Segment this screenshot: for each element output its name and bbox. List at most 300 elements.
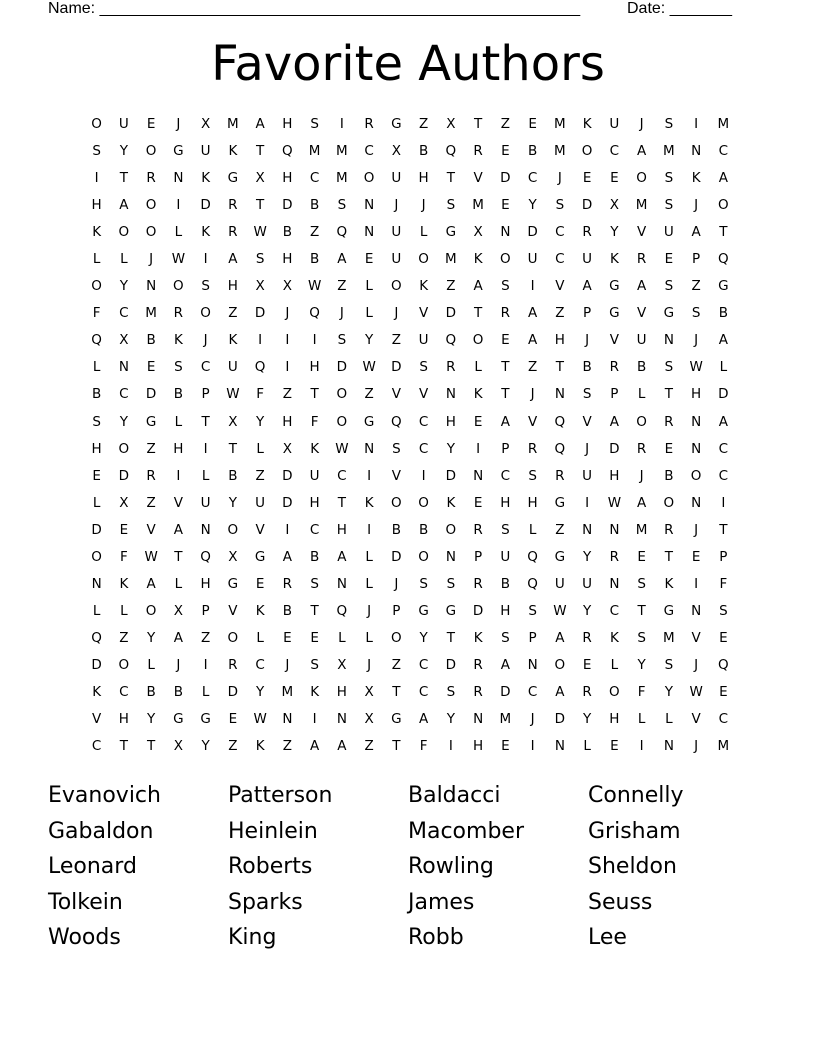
grid-letter: T [201, 413, 210, 430]
grid-letter: T [228, 440, 237, 457]
grid-letter: X [609, 197, 619, 214]
grid-letter: G [227, 170, 239, 187]
grid-letter: S [664, 197, 674, 214]
grid-letter: M [635, 521, 648, 538]
grid-letter: T [664, 386, 673, 403]
grid-letter: J [394, 197, 399, 214]
grid-letter: K [92, 683, 102, 700]
grid-letter: W [171, 251, 186, 268]
grid-letter: U [527, 251, 538, 268]
grid-letter: D [254, 305, 266, 322]
grid-letter: O [418, 251, 429, 268]
grid-row [83, 219, 737, 246]
grid-letter: L [365, 575, 373, 592]
name-field-label: Name: ______________________________________________________ [48, 0, 581, 17]
grid-letter: Q [445, 332, 457, 349]
grid-letter: U [636, 332, 647, 349]
grid-letter: Q [554, 413, 566, 430]
grid-letter: L [338, 629, 346, 646]
grid-letter: G [145, 413, 157, 430]
grid-letter: V [609, 332, 619, 349]
grid-letter: H [282, 170, 293, 187]
grid-row [83, 625, 737, 652]
word-list-item: King [228, 925, 277, 951]
grid-letter: V [146, 521, 156, 538]
grid-letter: S [664, 278, 674, 295]
grid-letter: L [719, 359, 728, 376]
grid-letter: H [282, 116, 293, 132]
grid-letter: I [367, 467, 372, 484]
word-list-item: Tolkein [48, 889, 123, 915]
grid-letter: V [255, 521, 265, 538]
grid-letter: B [282, 602, 292, 619]
grid-letter: L [474, 359, 482, 376]
grid-letter: N [663, 332, 674, 349]
grid-letter: C [91, 738, 102, 755]
grid-letter: C [718, 467, 729, 484]
grid-letter: Q [391, 413, 402, 430]
grid-letter: M [472, 197, 484, 214]
grid-letter: X [282, 440, 292, 457]
grid-letter: J [421, 197, 426, 214]
grid-letter: C [555, 251, 565, 268]
grid-letter: C [364, 143, 374, 160]
grid-letter: I [203, 656, 208, 673]
grid-letter: P [201, 602, 210, 619]
grid-letter: S [337, 197, 347, 214]
word-list-item: Connelly [588, 783, 684, 808]
grid-letter: Y [637, 656, 646, 673]
grid-letter: M [336, 170, 348, 187]
grid-letter: S [92, 413, 101, 430]
grid-letter: Z [228, 738, 238, 755]
grid-letter: I [721, 494, 726, 511]
grid-letter: U [500, 548, 511, 565]
grid-letter: H [336, 521, 347, 538]
word-search-grid [83, 111, 737, 760]
grid-letter: R [582, 224, 592, 241]
grid-letter: X [228, 413, 238, 430]
grid-letter: Z [528, 359, 538, 376]
grid-letter: C [555, 224, 565, 241]
grid-letter: W [226, 386, 240, 403]
grid-letter: C [500, 467, 511, 484]
grid-letter: C [255, 656, 265, 673]
grid-letter: C [718, 143, 729, 160]
grid-letter: Y [228, 494, 237, 511]
grid-letter: I [476, 440, 481, 457]
grid-letter: B [391, 521, 401, 538]
grid-letter: K [419, 278, 429, 295]
grid-letter: K [119, 575, 129, 592]
grid-letter: G [445, 602, 457, 619]
grid-letter: Q [91, 629, 102, 646]
grid-letter: L [583, 738, 591, 755]
grid-letter: A [637, 143, 647, 160]
grid-letter: U [663, 224, 674, 241]
grid-letter: Q [336, 602, 348, 619]
grid-letter: N [691, 143, 702, 160]
grid-letter: E [637, 548, 646, 565]
grid-letter: Q [718, 656, 729, 673]
grid-letter: A [473, 278, 483, 295]
word-list-item: Heinlein [228, 818, 318, 844]
grid-letter: D [718, 386, 729, 403]
grid-letter: C [609, 602, 620, 619]
grid-letter: S [310, 575, 319, 592]
grid-letter: N [364, 197, 375, 214]
grid-letter: S [691, 305, 701, 322]
grid-letter: G [445, 224, 457, 241]
grid-letter: A [173, 521, 183, 538]
grid-letter: U [309, 467, 320, 484]
grid-letter: V [528, 413, 538, 430]
grid-letter: S [419, 575, 428, 592]
grid-row [83, 246, 737, 273]
grid-letter: E [501, 332, 510, 349]
grid-letter: Y [610, 224, 619, 241]
grid-letter: B [91, 386, 102, 403]
grid-letter: I [258, 332, 263, 349]
grid-letter: V [419, 305, 429, 322]
grid-letter: H [473, 738, 484, 755]
grid-letter: X [201, 116, 211, 132]
grid-letter: R [609, 548, 620, 565]
grid-letter: T [310, 386, 319, 403]
grid-letter: M [281, 683, 294, 700]
word-list-row [48, 886, 788, 922]
grid-row [83, 273, 737, 300]
grid-letter: J [149, 251, 154, 268]
grid-letter: P [692, 251, 701, 268]
grid-letter: M [663, 629, 675, 646]
grid-letter: B [418, 521, 429, 538]
grid-letter: W [144, 548, 158, 565]
word-list [48, 779, 788, 957]
grid-row [83, 436, 737, 463]
grid-letter: T [719, 521, 728, 538]
grid-letter: C [418, 683, 429, 700]
grid-letter: V [691, 629, 701, 646]
grid-letter: D [445, 656, 457, 673]
grid-letter: I [448, 738, 453, 755]
grid-letter: G [663, 602, 675, 619]
grid-letter: H [200, 575, 211, 592]
grid-letter: U [227, 359, 238, 376]
word-list-item: Leonard [48, 854, 137, 880]
grid-letter: O [91, 116, 102, 132]
grid-letter: L [92, 359, 101, 376]
grid-letter: R [582, 683, 592, 700]
grid-letter: X [119, 494, 129, 511]
grid-letter: S [446, 683, 456, 700]
word-list-item: Macomber [408, 818, 524, 844]
grid-letter: S [337, 332, 347, 349]
grid-letter: T [474, 116, 483, 132]
grid-letter: K [228, 332, 238, 349]
grid-row [83, 544, 737, 571]
grid-letter: H [500, 602, 511, 619]
grid-letter: Y [147, 711, 156, 728]
grid-row [83, 679, 737, 706]
grid-letter: E [228, 711, 238, 728]
grid-letter: V [391, 386, 401, 403]
grid-letter: E [146, 359, 156, 376]
grid-letter: X [364, 683, 374, 700]
grid-letter: J [203, 332, 208, 349]
grid-letter: O [363, 170, 375, 187]
grid-letter: E [283, 629, 292, 646]
grid-letter: I [367, 521, 372, 538]
grid-letter: X [119, 332, 129, 349]
grid-letter: I [530, 278, 535, 295]
grid-letter: O [91, 278, 102, 295]
grid-letter: N [554, 386, 565, 403]
grid-letter: K [310, 683, 320, 700]
grid-letter: Y [256, 683, 265, 700]
grid-letter: K [582, 116, 592, 132]
grid-row [83, 598, 737, 625]
grid-letter: V [92, 711, 102, 728]
grid-row [83, 138, 737, 165]
grid-letter: M [145, 305, 157, 322]
grid-letter: E [92, 467, 101, 484]
grid-letter: R [527, 440, 538, 457]
grid-letter: L [120, 251, 128, 268]
grid-letter: M [445, 251, 457, 268]
grid-letter: Y [119, 278, 128, 295]
grid-letter: O [445, 521, 457, 538]
grid-letter: A [500, 656, 510, 673]
grid-letter: E [310, 629, 319, 646]
grid-letter: X [282, 278, 292, 295]
grid-row [83, 652, 737, 679]
grid-letter: E [146, 116, 156, 132]
grid-letter: L [201, 683, 210, 700]
grid-letter: J [285, 305, 290, 322]
grid-letter: Z [282, 738, 292, 755]
grid-letter: I [639, 738, 644, 755]
grid-letter: A [500, 413, 510, 430]
grid-letter: V [637, 305, 647, 322]
grid-letter: E [582, 656, 592, 673]
grid-letter: D [391, 548, 402, 565]
grid-letter: M [663, 143, 675, 160]
grid-letter: J [367, 602, 372, 619]
grid-letter: B [309, 251, 320, 268]
grid-letter: Y [119, 143, 128, 160]
grid-letter: T [256, 197, 265, 214]
grid-letter: Z [201, 629, 211, 646]
grid-letter: Y [583, 548, 592, 565]
grid-letter: S [582, 386, 592, 403]
grid-letter: D [200, 197, 211, 214]
grid-letter: Z [255, 467, 265, 484]
grid-letter: P [528, 629, 537, 646]
grid-letter: C [527, 683, 538, 700]
grid-letter: M [499, 711, 512, 728]
grid-letter: Q [282, 143, 293, 160]
grid-letter: Z [146, 440, 156, 457]
grid-letter: J [339, 305, 344, 322]
grid-letter: I [312, 332, 317, 349]
grid-row [83, 490, 737, 517]
grid-letter: X [446, 116, 456, 132]
grid-letter: P [392, 602, 401, 619]
grid-letter: G [173, 711, 184, 728]
grid-letter: R [282, 575, 293, 592]
word-list-item: Grisham [588, 818, 681, 844]
grid-letter: N [364, 224, 375, 241]
grid-letter: V [555, 278, 565, 295]
grid-letter: A [337, 251, 347, 268]
grid-letter: S [555, 197, 565, 214]
grid-letter: E [255, 575, 265, 592]
grid-letter: A [419, 711, 429, 728]
grid-letter: O [636, 413, 647, 430]
grid-letter: N [364, 440, 375, 457]
grid-letter: F [119, 548, 128, 565]
grid-letter: S [664, 170, 674, 187]
word-list-item: Woods [48, 925, 121, 951]
word-list-item: Sparks [228, 889, 303, 915]
grid-letter: Z [391, 332, 401, 349]
grid-letter: C [309, 170, 320, 187]
grid-letter: Z [364, 738, 374, 755]
grid-letter: O [391, 494, 402, 511]
grid-letter: N [336, 711, 347, 728]
grid-letter: H [445, 413, 456, 430]
grid-letter: I [203, 251, 208, 268]
grid-letter: U [118, 116, 129, 132]
grid-letter: Z [228, 305, 238, 322]
grid-letter: R [446, 359, 456, 376]
grid-letter: C [527, 170, 538, 187]
grid-letter: S [637, 629, 646, 646]
grid-letter: B [664, 467, 674, 484]
grid-letter: R [473, 656, 483, 673]
grid-letter: O [391, 629, 402, 646]
grid-letter: D [445, 305, 457, 322]
grid-letter: K [173, 332, 183, 349]
grid-letter: G [663, 305, 675, 322]
grid-letter: L [147, 656, 155, 673]
header [48, 0, 748, 20]
grid-letter: J [176, 656, 181, 673]
grid-letter: I [339, 116, 344, 132]
grid-row [83, 354, 737, 381]
grid-letter: K [201, 224, 211, 241]
grid-letter: D [282, 467, 293, 484]
word-list-item: Robb [408, 925, 464, 951]
grid-letter: D [472, 602, 484, 619]
grid-letter: O [391, 278, 402, 295]
grid-letter: C [609, 143, 620, 160]
grid-letter: V [691, 711, 701, 728]
grid-letter: N [609, 575, 620, 592]
grid-letter: A [119, 197, 129, 214]
word-list-item: Roberts [228, 854, 313, 880]
grid-letter: N [473, 711, 484, 728]
grid-letter: J [639, 467, 644, 484]
grid-letter: J [176, 116, 181, 132]
grid-letter: T [147, 738, 156, 755]
word-list-item: Gabaldon [48, 818, 154, 844]
grid-letter: O [336, 413, 348, 430]
grid-letter: C [119, 683, 129, 700]
grid-letter: S [255, 251, 265, 268]
grid-letter: T [392, 683, 401, 700]
grid-letter: L [419, 224, 428, 241]
grid-letter: E [582, 170, 592, 187]
grid-letter: B [309, 197, 320, 214]
grid-letter: X [255, 170, 265, 187]
grid-letter: T [256, 143, 265, 160]
grid-letter: A [282, 548, 292, 565]
grid-letter: D [527, 224, 538, 241]
grid-letter: F [310, 413, 319, 430]
grid-letter: G [609, 305, 620, 322]
grid-letter: K [228, 143, 238, 160]
grid-letter: Q [200, 548, 211, 565]
grid-row [83, 463, 737, 490]
grid-letter: L [365, 305, 373, 322]
grid-letter: K [609, 629, 619, 646]
grid-letter: Z [119, 629, 129, 646]
grid-letter: I [530, 738, 535, 755]
grid-letter: O [418, 494, 429, 511]
grid-letter: D [554, 711, 566, 728]
grid-letter: U [582, 575, 593, 592]
grid-letter: P [719, 548, 728, 565]
grid-letter: C [418, 656, 429, 673]
grid-letter: J [557, 170, 562, 187]
grid-letter: U [609, 116, 620, 132]
grid-letter: A [637, 278, 647, 295]
grid-letter: Q [309, 305, 320, 322]
grid-letter: W [607, 494, 622, 511]
grid-letter: H [91, 197, 102, 214]
grid-letter: A [718, 170, 728, 187]
grid-letter: E [501, 197, 510, 214]
grid-letter: D [118, 467, 130, 484]
grid-letter: D [609, 440, 620, 457]
grid-letter: S [664, 359, 674, 376]
grid-letter: I [694, 116, 699, 132]
grid-letter: A [228, 251, 238, 268]
grid-letter: H [282, 251, 293, 268]
grid-letter: N [500, 224, 511, 241]
grid-letter: W [335, 440, 349, 457]
grid-letter: S [392, 440, 401, 457]
grid-letter: A [582, 278, 592, 295]
grid-letter: I [176, 467, 181, 484]
grid-letter: R [555, 467, 565, 484]
grid-letter: E [528, 116, 537, 132]
grid-letter: X [173, 602, 183, 619]
grid-letter: T [501, 386, 510, 403]
grid-letter: L [637, 711, 646, 728]
grid-letter: L [365, 278, 373, 295]
grid-letter: R [228, 656, 238, 673]
grid-letter: O [200, 305, 211, 322]
grid-letter: S [664, 116, 674, 132]
grid-letter: H [173, 440, 184, 457]
grid-letter: K [664, 575, 674, 592]
grid-row [83, 192, 737, 219]
grid-letter: R [636, 440, 647, 457]
grid-letter: J [694, 197, 699, 214]
